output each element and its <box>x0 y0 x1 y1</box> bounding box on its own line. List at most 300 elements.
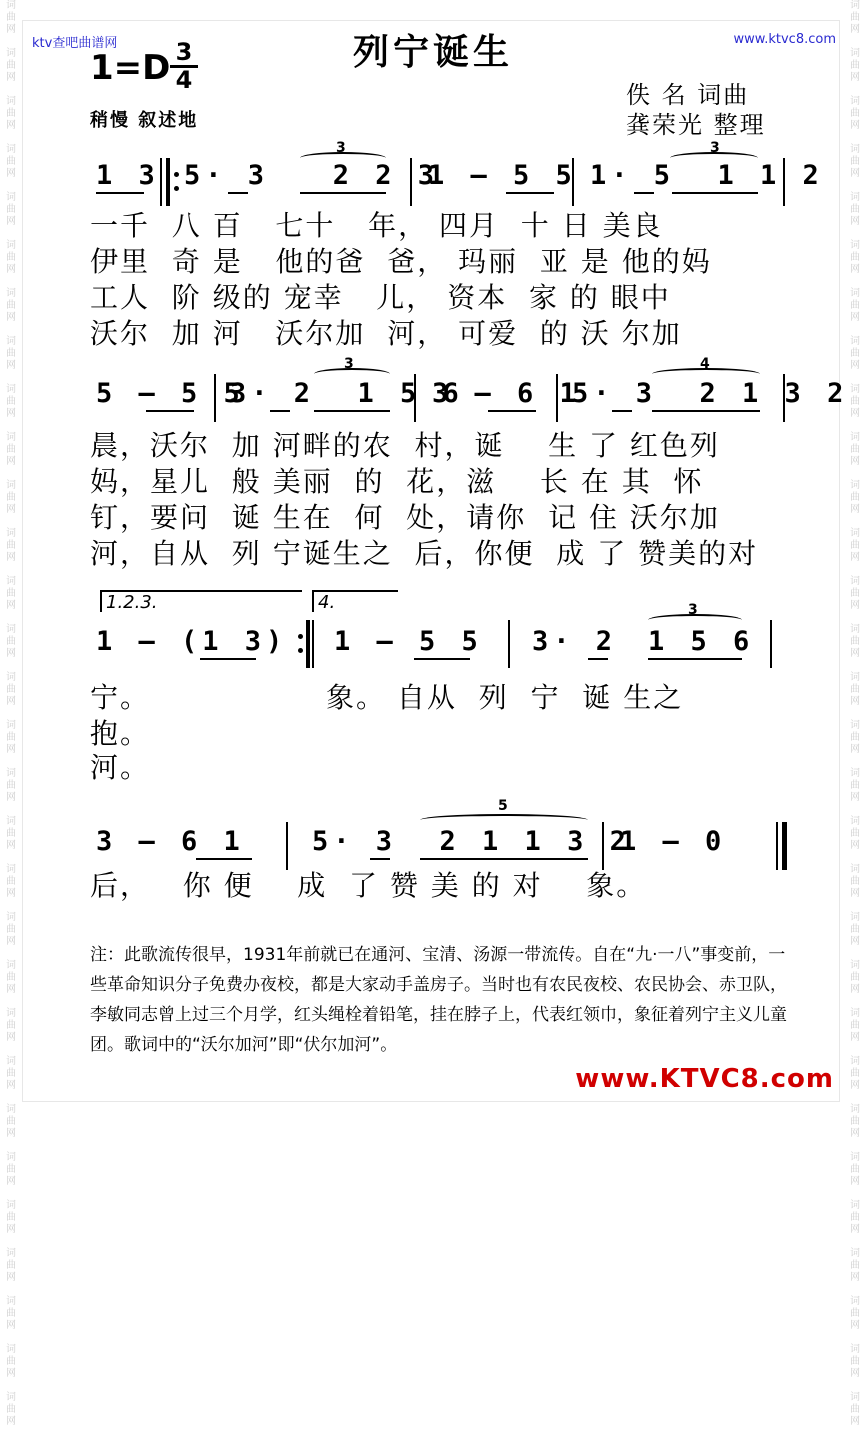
lyric-verse-3-end: 河。 <box>90 751 151 784</box>
side-watermark-char: 曲 <box>6 252 16 263</box>
side-watermark-char: 网 <box>850 72 860 83</box>
side-watermark-char: 词 <box>6 1248 16 1259</box>
barline <box>770 620 772 668</box>
side-watermark-char: 网 <box>6 1368 16 1379</box>
side-watermark-char: 网 <box>850 696 860 707</box>
side-watermark-char: 曲 <box>6 540 16 551</box>
beam <box>420 858 588 860</box>
side-watermark-char: 曲 <box>850 684 860 695</box>
side-watermark-char: 词 <box>850 480 860 491</box>
side-watermark-char: 词 <box>6 96 16 107</box>
lyric-verse-2: 妈，星儿 般 美丽 的 花，滋 长 在 其 怀 <box>90 465 704 498</box>
side-watermark-char: 词 <box>850 528 860 539</box>
side-watermark-char: 曲 <box>850 444 860 455</box>
side-watermark-char: 网 <box>850 1368 860 1379</box>
side-watermark-gap <box>853 852 856 864</box>
repeat-end-barline <box>306 620 310 668</box>
side-watermark-gap <box>853 804 856 816</box>
barline <box>286 822 288 870</box>
side-watermark-char: 词 <box>6 1344 16 1355</box>
side-watermark-char: 网 <box>6 264 16 275</box>
side-watermark-char: 网 <box>6 1128 16 1139</box>
side-watermark-char: 词 <box>850 432 860 443</box>
side-watermark-gap <box>853 1092 856 1104</box>
side-watermark-char: 网 <box>850 504 860 515</box>
side-watermark-gap <box>853 516 856 528</box>
side-watermark-char: 曲 <box>6 1068 16 1079</box>
beam <box>96 192 144 194</box>
side-watermark-char: 曲 <box>6 1308 16 1319</box>
side-watermark-gap <box>9 804 12 816</box>
side-watermark-gap <box>9 276 12 288</box>
side-watermark-char: 曲 <box>850 588 860 599</box>
side-watermark-char: 网 <box>6 1320 16 1331</box>
side-watermark-char: 网 <box>6 72 16 83</box>
side-watermark-gap <box>853 324 856 336</box>
side-watermark-char: 网 <box>850 1320 860 1331</box>
side-watermark-char: 词 <box>6 1056 16 1067</box>
side-watermark-char: 网 <box>850 792 860 803</box>
side-watermark-char: 网 <box>850 744 860 755</box>
side-watermark-char: 网 <box>850 648 860 659</box>
side-watermark-gap <box>853 1044 856 1056</box>
side-watermark-char: 曲 <box>850 252 860 263</box>
side-watermark-char: 网 <box>6 984 16 995</box>
side-watermark-gap <box>853 612 856 624</box>
measure-notes: 5· 3 2 1 1 3 2 <box>312 826 631 857</box>
side-watermark-char: 曲 <box>850 60 860 71</box>
measure-notes: 1· 5 1 1 2 <box>590 160 824 191</box>
side-watermark-char: 词 <box>6 864 16 875</box>
side-watermark-char: 曲 <box>850 1068 860 1079</box>
side-watermark-gap <box>9 948 12 960</box>
side-watermark-gap <box>853 420 856 432</box>
measure-notes: 1 5 6 <box>648 626 755 657</box>
lyric-verse-1: 晨，沃尔 加 河畔的农 村，诞 生 了 红色列 <box>90 429 720 462</box>
side-watermark-char: 曲 <box>850 636 860 647</box>
side-watermark-char: 曲 <box>850 1356 860 1367</box>
side-watermark-char: 曲 <box>6 588 16 599</box>
beam <box>612 410 632 412</box>
side-watermark-char: 词 <box>6 192 16 203</box>
side-watermark-char: 网 <box>6 600 16 611</box>
side-watermark-char: 网 <box>6 1224 16 1235</box>
repeat-dot <box>174 186 179 191</box>
beam <box>370 858 390 860</box>
side-watermark-gap <box>9 612 12 624</box>
side-watermark-char: 网 <box>6 792 16 803</box>
side-watermark-char: 词 <box>6 720 16 731</box>
side-watermark-char: 网 <box>6 840 16 851</box>
side-watermark-char: 网 <box>850 1032 860 1043</box>
side-watermark-char: 网 <box>850 984 860 995</box>
side-watermark-char: 曲 <box>850 924 860 935</box>
beam <box>672 192 758 194</box>
side-watermark-gap <box>9 900 12 912</box>
side-watermark-char: 词 <box>6 1104 16 1115</box>
side-watermark-char: 词 <box>850 336 860 347</box>
triplet-mark: 3 <box>344 356 354 372</box>
side-watermark-char: 词 <box>6 0 16 11</box>
side-watermark-char: 词 <box>6 1392 16 1403</box>
side-watermark-char: 网 <box>850 1416 860 1427</box>
beam <box>270 410 290 412</box>
lyric-verse-4: 沃尔 加 河 沃尔加 河， 可爱 的 沃 尔加 <box>90 317 682 350</box>
side-watermark-char: 词 <box>6 1152 16 1163</box>
side-watermark-char: 曲 <box>6 1116 16 1127</box>
side-watermark-gap <box>9 1380 12 1392</box>
side-watermark-char: 词 <box>850 864 860 875</box>
side-watermark-char: 词 <box>850 48 860 59</box>
side-watermark-char: 词 <box>850 1248 860 1259</box>
side-watermark-char: 词 <box>6 384 16 395</box>
final-barline-thin <box>776 822 778 870</box>
side-watermark-gap <box>853 372 856 384</box>
side-watermark-gap <box>9 1332 12 1344</box>
side-watermark-gap <box>9 1044 12 1056</box>
side-watermark-left <box>2 0 20 1427</box>
watermark-logo[interactable]: www.KTVC8.com <box>575 1064 834 1094</box>
side-watermark-char: 词 <box>6 288 16 299</box>
side-watermark-char: 网 <box>850 408 860 419</box>
side-watermark-char: 网 <box>850 216 860 227</box>
side-watermark-gap <box>853 1140 856 1152</box>
measure-notes: 5· 3 2 1 3 2 <box>572 378 849 409</box>
side-watermark-char: 曲 <box>6 684 16 695</box>
side-watermark-char: 词 <box>850 384 860 395</box>
side-watermark-char: 曲 <box>6 732 16 743</box>
side-watermark-char: 词 <box>6 336 16 347</box>
side-watermark-char: 曲 <box>6 780 16 791</box>
lyric-verse-3: 工人 阶 级的 宠幸 儿， 资本 家 的 眼中 <box>90 281 671 314</box>
measure-notes: 5· 3 2 2 3 <box>184 160 440 191</box>
side-watermark-char: 曲 <box>6 492 16 503</box>
side-watermark-char: 曲 <box>850 1020 860 1031</box>
final-barline-thick <box>782 822 787 870</box>
lyric-verse-2-end: 抱。 <box>90 717 151 750</box>
side-watermark-char: 词 <box>850 816 860 827</box>
side-watermark-char: 曲 <box>6 876 16 887</box>
beam <box>634 192 654 194</box>
side-watermark-gap <box>853 900 856 912</box>
footnote: 注：此歌流传很早，1931年前就已在通河、宝清、汤源一带流传。自在“九·一八”事变前，一些革命知识分子免费办夜校，都是大家动手盖房子。当时也有农民夜校、农民协会、赤卫队，李敏同志曾上过三个月学，红头绳栓着铅笔，挂在脖子上，代表红领巾，象征着列宁主义儿童团。歌词中的“沃尔加河”即“伏尔加河”。 <box>90 945 787 1055</box>
side-watermark-char: 词 <box>850 240 860 251</box>
side-watermark-char: 网 <box>6 408 16 419</box>
side-watermark-char: 词 <box>850 672 860 683</box>
side-watermark-char: 曲 <box>850 876 860 887</box>
side-watermark-char: 曲 <box>850 1212 860 1223</box>
side-watermark-gap <box>9 756 12 768</box>
side-watermark-char: 曲 <box>850 348 860 359</box>
time-signature-top: 3 <box>170 40 198 68</box>
side-watermark-char: 曲 <box>6 108 16 119</box>
tempo-marking: 稍慢 叙述地 <box>90 110 199 131</box>
side-watermark-char: 网 <box>6 312 16 323</box>
lyric-verse-1: 一千 八 百 七十 年， 四月 十 日 美良 <box>90 209 663 242</box>
side-watermark-char: 词 <box>6 144 16 155</box>
side-watermark-char: 词 <box>850 576 860 587</box>
lyric-verse-2: 伊里 奇 是 他的爸 爸， 玛丽 亚 是 他的妈 <box>90 245 712 278</box>
watermark-site-right[interactable]: www.ktvc8.com <box>733 32 836 47</box>
side-watermark-char: 曲 <box>6 156 16 167</box>
side-watermark-char: 网 <box>6 1272 16 1283</box>
beam <box>300 192 386 194</box>
triplet-mark: 3 <box>710 140 720 156</box>
side-watermark-gap <box>853 1188 856 1200</box>
side-watermark-char: 曲 <box>850 300 860 311</box>
side-watermark-char: 网 <box>850 1272 860 1283</box>
side-watermark-char: 曲 <box>6 1260 16 1271</box>
side-watermark-char: 曲 <box>850 1164 860 1175</box>
beam <box>200 658 256 660</box>
side-watermark-gap <box>853 660 856 672</box>
lyric-verse-4-continue: 象。 自从 列 宁 诞 生之 <box>326 681 684 714</box>
side-watermark-char: 网 <box>850 1128 860 1139</box>
side-watermark-gap <box>9 228 12 240</box>
quintuplet-mark: 5 <box>498 798 508 814</box>
side-watermark-char: 曲 <box>6 972 16 983</box>
side-watermark-char: 曲 <box>6 60 16 71</box>
side-watermark-char: 网 <box>6 216 16 227</box>
side-watermark-char: 词 <box>6 1296 16 1307</box>
side-watermark-char: 曲 <box>850 828 860 839</box>
lyric-verse-4: 河，自从 列 宁诞生之 后，你便 成 了 赞美的对 <box>90 537 759 570</box>
side-watermark-char: 词 <box>850 0 860 11</box>
side-watermark-char: 曲 <box>850 1404 860 1415</box>
side-watermark-char: 词 <box>850 1344 860 1355</box>
side-watermark-char: 词 <box>6 240 16 251</box>
side-watermark-char: 词 <box>850 1056 860 1067</box>
quintuplet-slur <box>420 814 588 826</box>
beam <box>196 858 252 860</box>
repeat-dot <box>298 648 303 653</box>
side-watermark-char: 网 <box>850 1224 860 1235</box>
side-watermark-char: 曲 <box>850 492 860 503</box>
triplet-mark: 3 <box>688 602 698 618</box>
side-watermark-char: 曲 <box>850 780 860 791</box>
side-watermark-char: 网 <box>6 1176 16 1187</box>
side-watermark-char: 网 <box>6 360 16 371</box>
side-watermark-char: 词 <box>850 912 860 923</box>
side-watermark-char: 曲 <box>6 1020 16 1031</box>
side-watermark-char: 网 <box>850 936 860 947</box>
side-watermark-right <box>846 0 864 1427</box>
side-watermark-char: 词 <box>850 624 860 635</box>
side-watermark-char: 词 <box>6 816 16 827</box>
side-watermark-char: 网 <box>6 744 16 755</box>
repeat-barline-thick <box>166 158 170 206</box>
side-watermark-gap <box>853 756 856 768</box>
side-watermark-char: 词 <box>850 192 860 203</box>
side-watermark-gap <box>9 132 12 144</box>
side-watermark-gap <box>853 1236 856 1248</box>
side-watermark-char: 词 <box>850 1392 860 1403</box>
measure-notes: 3 – 6 1 <box>432 378 581 409</box>
side-watermark-char: 词 <box>6 1200 16 1211</box>
side-watermark-char: 曲 <box>850 396 860 407</box>
side-watermark-gap <box>853 228 856 240</box>
watermark-site-left[interactable]: ktv查吧曲谱网 <box>32 36 118 51</box>
side-watermark-char: 网 <box>850 24 860 35</box>
side-watermark-char: 网 <box>6 24 16 35</box>
side-watermark-char: 网 <box>850 120 860 131</box>
lyric-final-line: 后， 你 便 成 了 赞 美 的 对 象。 <box>90 869 647 902</box>
side-watermark-char: 网 <box>850 168 860 179</box>
side-watermark-gap <box>9 1284 12 1296</box>
side-watermark-char: 网 <box>6 648 16 659</box>
side-watermark-gap <box>853 1380 856 1392</box>
side-watermark-char: 词 <box>6 576 16 587</box>
lyric-verse-1-end: 宁。 <box>90 681 151 714</box>
measure-notes: 3· 2 <box>532 626 618 657</box>
side-watermark-char: 曲 <box>6 636 16 647</box>
song-title: 列宁诞生 <box>352 32 513 73</box>
credits <box>626 80 766 140</box>
side-watermark-char: 曲 <box>6 1404 16 1415</box>
side-watermark-char: 词 <box>850 96 860 107</box>
side-watermark-char: 曲 <box>6 1356 16 1367</box>
side-watermark-char: 网 <box>6 936 16 947</box>
beam <box>146 410 194 412</box>
side-watermark-char: 网 <box>6 120 16 131</box>
side-watermark-gap <box>853 1428 856 1440</box>
beam <box>228 192 248 194</box>
side-watermark-gap <box>9 180 12 192</box>
measure-notes: 3 – 6 1 <box>96 826 245 857</box>
side-watermark-char: 词 <box>850 768 860 779</box>
time-signature-bottom: 4 <box>175 66 193 94</box>
side-watermark-char: 曲 <box>6 204 16 215</box>
side-watermark-char: 词 <box>6 960 16 971</box>
volta-2: 4. <box>312 590 398 612</box>
measure-notes: 1 – 0 <box>620 826 727 857</box>
side-watermark-char: 网 <box>850 264 860 275</box>
side-watermark-char: 网 <box>850 456 860 467</box>
side-watermark-char: 曲 <box>6 924 16 935</box>
side-watermark-char: 词 <box>6 672 16 683</box>
barline <box>508 620 510 668</box>
beam <box>588 658 608 660</box>
side-watermark-char: 曲 <box>850 108 860 119</box>
measure-notes: 1 – 5 5 <box>428 160 577 191</box>
tuplet-mark: 4 <box>700 356 710 372</box>
credit-arranger: 龚荣光 整理 <box>626 111 766 139</box>
side-watermark-char: 网 <box>6 456 16 467</box>
triplet-mark: 3 <box>336 140 346 156</box>
side-watermark-char: 词 <box>6 624 16 635</box>
side-watermark-char: 词 <box>6 528 16 539</box>
repeat-dot <box>298 634 303 639</box>
side-watermark-char: 网 <box>6 168 16 179</box>
side-watermark-gap <box>853 564 856 576</box>
side-watermark-char: 网 <box>850 1176 860 1187</box>
beam <box>652 410 760 412</box>
side-watermark-char: 网 <box>6 1080 16 1091</box>
side-watermark-char: 词 <box>6 480 16 491</box>
side-watermark-char: 词 <box>850 1200 860 1211</box>
side-watermark-char: 词 <box>6 432 16 443</box>
side-watermark-char: 曲 <box>6 444 16 455</box>
side-watermark-char: 曲 <box>850 204 860 215</box>
side-watermark-gap <box>9 996 12 1008</box>
side-watermark-char: 网 <box>850 312 860 323</box>
side-watermark-char: 曲 <box>6 12 16 23</box>
side-watermark-char: 词 <box>6 912 16 923</box>
beam <box>314 410 390 412</box>
side-watermark-char: 曲 <box>6 348 16 359</box>
side-watermark-char: 曲 <box>850 732 860 743</box>
side-watermark-char: 网 <box>6 552 16 563</box>
repeat-barline <box>160 158 162 206</box>
side-watermark-char: 词 <box>850 960 860 971</box>
side-watermark-char: 曲 <box>6 828 16 839</box>
side-watermark-gap <box>9 372 12 384</box>
lyric-verse-3: 钉，要问 诞 生在 何 处，请你 记 住 沃尔加 <box>90 501 720 534</box>
side-watermark-char: 曲 <box>850 12 860 23</box>
side-watermark-gap <box>853 180 856 192</box>
side-watermark-gap <box>853 468 856 480</box>
time-signature <box>170 40 198 92</box>
side-watermark-gap <box>853 948 856 960</box>
side-watermark-gap <box>853 132 856 144</box>
side-watermark-gap <box>853 276 856 288</box>
measure-notes: 5 – 5 5 <box>96 378 245 409</box>
measure-notes: 3· 2 1 5 6 <box>230 378 464 409</box>
side-watermark-gap <box>9 516 12 528</box>
side-watermark-gap <box>9 1188 12 1200</box>
side-watermark-char: 词 <box>6 768 16 779</box>
side-watermark-gap <box>853 1284 856 1296</box>
beam <box>488 410 536 412</box>
side-watermark-char: 曲 <box>850 1260 860 1271</box>
measure-notes: 1 3 <box>96 160 160 191</box>
side-watermark-char: 网 <box>6 504 16 515</box>
credit-lyricist-composer: 佚 名 词曲 <box>626 81 750 109</box>
side-watermark-char: 词 <box>850 1008 860 1019</box>
side-watermark-gap <box>9 1428 12 1440</box>
side-watermark-char: 网 <box>6 888 16 899</box>
side-watermark-gap <box>9 324 12 336</box>
side-watermark-char: 词 <box>6 48 16 59</box>
side-watermark-gap <box>853 1332 856 1344</box>
side-watermark-char: 词 <box>850 1296 860 1307</box>
repeat-end-barline-thin <box>312 620 314 668</box>
side-watermark-char: 网 <box>6 1032 16 1043</box>
side-watermark-gap <box>9 1236 12 1248</box>
side-watermark-char: 曲 <box>6 396 16 407</box>
side-watermark-char: 词 <box>6 1008 16 1019</box>
side-watermark-char: 网 <box>6 1416 16 1427</box>
side-watermark-char: 网 <box>850 840 860 851</box>
side-watermark-char: 网 <box>850 600 860 611</box>
side-watermark-gap <box>9 1140 12 1152</box>
side-watermark-gap <box>9 468 12 480</box>
side-watermark-gap <box>9 660 12 672</box>
side-watermark-char: 曲 <box>850 156 860 167</box>
measure-notes: 1 – 5 5 <box>334 626 483 657</box>
side-watermark-char: 网 <box>850 360 860 371</box>
beam <box>506 192 554 194</box>
side-watermark-char: 词 <box>850 720 860 731</box>
beam <box>414 658 470 660</box>
beam <box>648 658 742 660</box>
side-watermark-char: 网 <box>6 696 16 707</box>
side-watermark-gap <box>9 852 12 864</box>
side-watermark-char: 网 <box>850 888 860 899</box>
side-watermark-gap <box>853 996 856 1008</box>
volta-1: 1.2.3. <box>100 590 302 612</box>
side-watermark-char: 网 <box>850 552 860 563</box>
